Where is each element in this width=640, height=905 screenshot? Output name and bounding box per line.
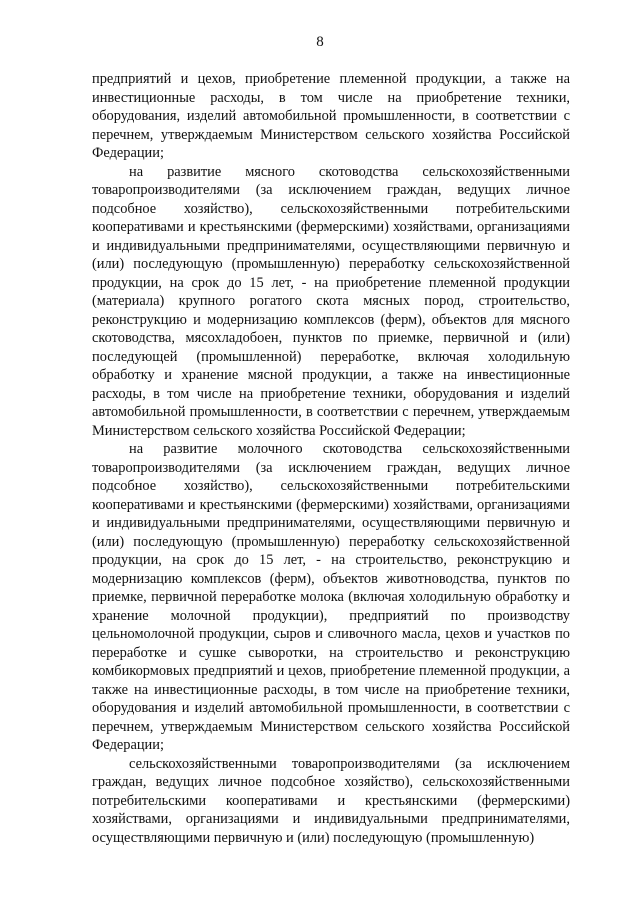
page-number: 8 (316, 34, 324, 50)
document-body (92, 70, 570, 847)
paragraph-dairy-cattle: на развитие молочного скотоводства сельскохозяйственными товаропроизводителями (за исключением граждан, ведущих личное подсобное хозяйство), сельскохозяйственными потребительскими кооперативами и крестьянскими (фермерскими) хозяйствами, организациями и индивидуальными предпринимателями, осуществляющими первичную и (или) последующую (промышленную) переработку сельскохозяйственной продукции, на срок до 15 лет, - на строительство, реконструкцию и модернизацию комплексов (ферм), объектов животноводства, пунктов по приемке, первичной переработке молока (включая холодильную обработку и хранение молочной продукции), предприятий по производству цельномолочной продукции, сыров и сливочного масла, цехов и участков по переработке и сушке сыворотки, на строительство и реконструкцию комбикормовых предприятий и цехов, приобретение племенной продукции, а также на инвестиционные расходы, в том числе на приобретение техники, оборудования и изделий автомобильной промышленности, в соответствии с перечнем, утверждаемым Министерством сельского хозяйства Российской Федерации; (92, 441, 570, 753)
paragraph-meat-cattle: на развитие мясного скотоводства сельскохозяйственными товаропроизводителями (за исключением граждан, ведущих личное подсобное хозяйство), сельскохозяйственными потребительскими кооперативами и крестьянскими (фермерскими) хозяйствами, организациями и индивидуальными предпринимателями, осуществляющими первичную и (или) последующую (промышленную) переработку сельскохозяйственной продукции, на срок до 15 лет, - на приобретение племенной продукции (материала) крупного рогатого скота мясных пород, строительство, реконструкцию и модернизацию комплексов (ферм), объектов для мясного скотоводства, мясохладобоен, пунктов по приемке, первичной и (или) последующей (промышленной) переработке, включая холодильную обработку и хранение мясной продукции, а также на инвестиционные расходы, в том числе на приобретение техники, оборудования и изделий автомобильной промышленности, в соответствии с перечнем, утверждаемым Министерством сельского хозяйства Российской Федерации; (92, 163, 570, 439)
paragraph-continuation: предприятий и цехов, приобретение племенной продукции, а также на инвестиционные расходы, в том числе на приобретение техники, оборудования, изделий автомобильной промышленности, в соответствии с перечнем, утверждаемым Министерством сельского хозяйства Российской Федерации; (92, 71, 570, 161)
paragraph-producers: сельскохозяйственными товаропроизводителями (за исключением граждан, ведущих личное подсобное хозяйство), сельскохозяйственными потребительскими кооперативами и крестьянскими (фермерскими) хозяйствами, организациями и индивидуальными предпринимателями, осуществляющими первичную и (или) последующую (промышленную) (92, 755, 570, 846)
